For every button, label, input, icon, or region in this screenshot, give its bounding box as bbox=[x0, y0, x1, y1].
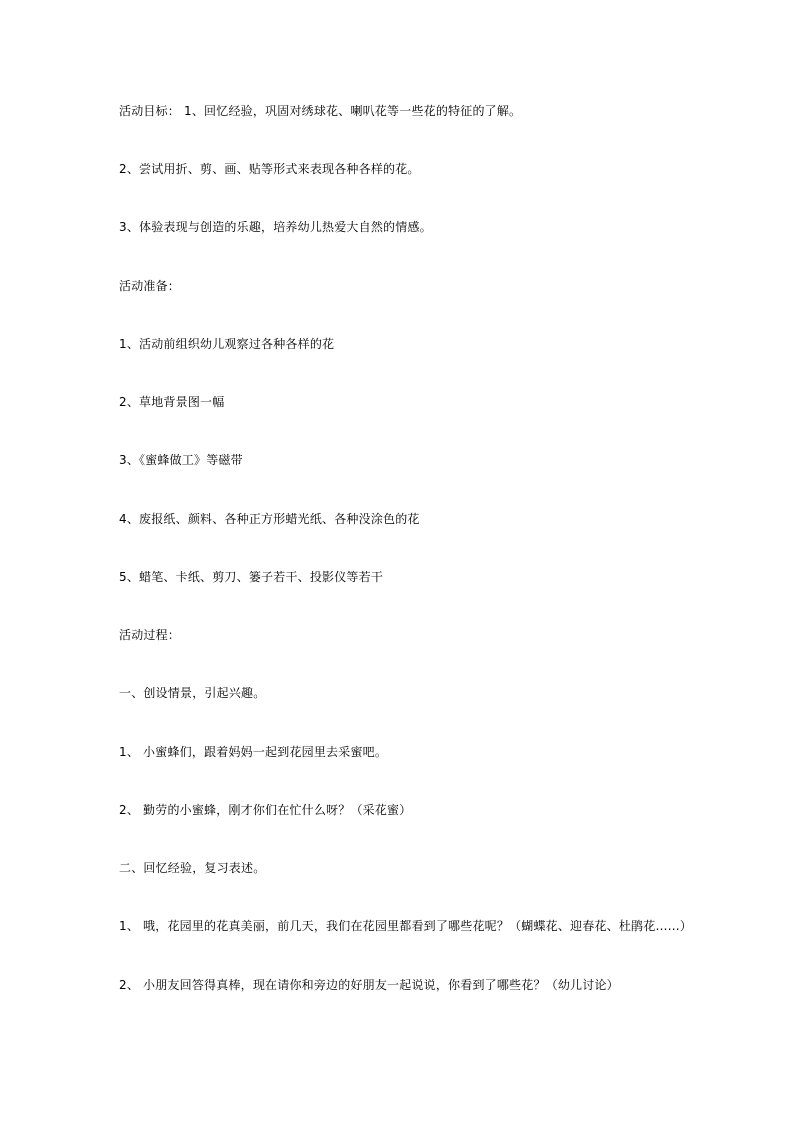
preparation-heading: 活动准备： bbox=[119, 279, 181, 293]
process-step-2-item-1: 1、 哦，花园里的花真美丽，前几天，我们在花园里都看到了哪些花呢？（蝴蝶花、迎春花、杜鹃花……） bbox=[119, 919, 693, 933]
process-step-2-heading: 二、回忆经验，复习表述。 bbox=[119, 861, 266, 875]
process-step-1-item-1: 1、 小蜜蜂们，跟着妈妈一起到花园里去采蜜吧。 bbox=[119, 745, 388, 759]
preparation-2-line: 2、草地背景图一幅 bbox=[119, 395, 225, 409]
process-heading: 活动过程： bbox=[119, 628, 181, 642]
preparation-1-line: 1、活动前组织幼儿观察过各种各样的花 bbox=[119, 337, 335, 351]
process-step-1-item-2: 2、 勤劳的小蜜蜂，刚才你们在忙什么呀？（采花蜜） bbox=[119, 803, 412, 817]
preparation-4-line: 4、废报纸、颜料、各种正方形蜡光纸、各种没涂色的花 bbox=[119, 512, 420, 526]
preparation-5-line: 5、蜡笔、卡纸、剪刀、篓子若干、投影仪等若干 bbox=[119, 570, 384, 584]
process-step-2-item-2: 2、 小朋友回答得真棒，现在请你和旁边的好朋友一起说说，你看到了哪些花？（幼儿讨论） bbox=[119, 978, 619, 992]
preparation-3-line: 3、《蜜蜂做工》等磁带 bbox=[119, 453, 243, 467]
activity-goals-line: 活动目标： 1、回忆经验，巩固对绣球花、喇叭花等一些花的特征的了解。 bbox=[119, 104, 522, 118]
goal-2-line: 2、尝试用折、剪、画、贴等形式来表现各种各样的花。 bbox=[119, 162, 420, 176]
process-step-1-heading: 一、创设情景，引起兴趣。 bbox=[119, 686, 266, 700]
goal-3-line: 3、体验表现与创造的乐趣，培养幼儿热爱大自然的情感。 bbox=[119, 220, 432, 234]
